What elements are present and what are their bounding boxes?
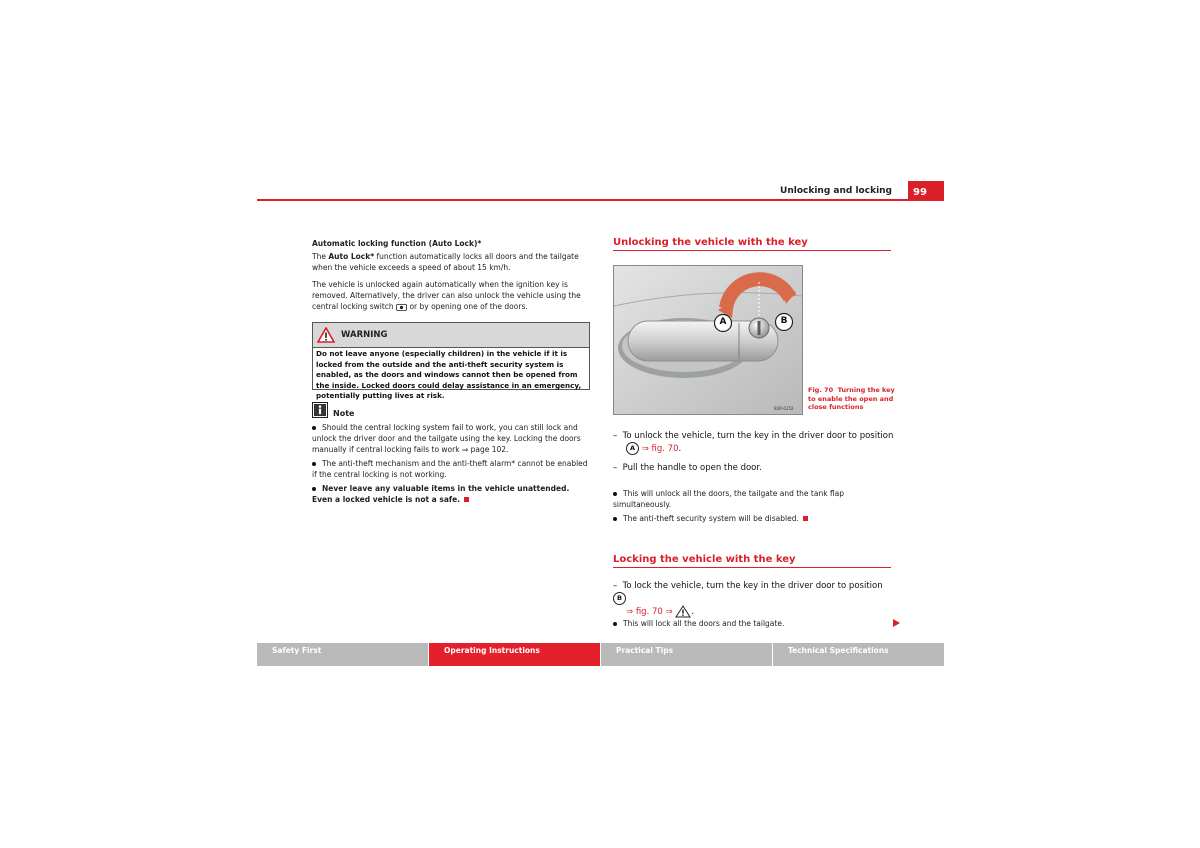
- unlock-step-2-text: Pull the handle to open the door.: [622, 463, 762, 473]
- end-mark: [464, 497, 469, 502]
- note-title: Note: [333, 409, 355, 418]
- note-item-3-text: Never leave any valuable items in the vehicle unattended. Even a locked vehicle is not a safe.: [312, 484, 570, 504]
- autolock-title: Automatic locking function (Auto Lock)*: [312, 239, 482, 248]
- figure-code: B3R-0152: [774, 406, 794, 411]
- unlock-step-1-text: To unlock the vehicle, turn the key in the driver door to position: [622, 431, 894, 441]
- unlock-bullet-2: [613, 513, 888, 524]
- figure-door-handle: [613, 265, 803, 415]
- figure-caption: [808, 386, 898, 412]
- bullet: [613, 622, 617, 626]
- warning-triangle-icon: [317, 327, 335, 343]
- lock-bullet: [613, 618, 888, 629]
- tab-technical-specifications[interactable]: Technical Specifications: [773, 643, 944, 666]
- note-item-1-text: Should the central locking system fail to work, you can still lock and unlock the driver door and the tailgate using the key. Locking the doors manually if central locking fails to work ⇒ page 102.: [312, 423, 581, 454]
- header-rule: [257, 199, 944, 201]
- autolock-text-post: function automatically locks all doors and the tailgate when the vehicle exceeds a speed of about 15 km/h.: [312, 252, 579, 272]
- lock-bullet-text: This will lock all the doors and the tailgate.: [623, 619, 785, 628]
- lock-heading-rule: [613, 567, 891, 568]
- figure-label-b: B: [780, 316, 788, 326]
- figure-label-a: A: [719, 317, 727, 327]
- warning-title: WARNING: [341, 330, 388, 340]
- dash: –: [613, 581, 623, 591]
- note-item-3: [312, 483, 592, 505]
- end-mark: [803, 516, 808, 521]
- bullet: [312, 426, 316, 430]
- lock-heading: Locking the vehicle with the key: [613, 554, 796, 565]
- info-icon: [312, 402, 328, 418]
- bullet: [312, 487, 316, 491]
- bullet: [613, 517, 617, 521]
- autolock-text-pre: The: [312, 252, 329, 261]
- autolock-text-bold: Auto Lock*: [328, 252, 375, 261]
- warning-ref-icon[interactable]: [675, 605, 691, 618]
- unlock-step-2: [613, 462, 898, 474]
- lock-step-1: – To lock the vehicle, turn the key in the driver door to position B ⇒ fig. 70 ⇒ .: [613, 581, 883, 617]
- lock-step-1-text: To lock the vehicle, turn the key in the driver door to position: [622, 581, 883, 591]
- figure-caption-text: Turning the key to enable the open and close functions: [808, 386, 895, 412]
- next-page-arrow-icon[interactable]: [893, 619, 900, 627]
- bullet: [613, 492, 617, 496]
- figure-caption-title: Fig. 70: [808, 386, 834, 394]
- unlock-auto-text-3: or by opening one of the doors.: [409, 302, 528, 311]
- note-item-2-text: The anti-theft mechanism and the anti-theft alarm* cannot be enabled if the central locking is not working.: [312, 459, 588, 479]
- door-handle-illustration: [614, 266, 802, 414]
- tab-safety-first[interactable]: Safety First: [257, 643, 428, 666]
- dash: –: [613, 463, 623, 473]
- warning-header: [313, 323, 589, 348]
- tab-practical-tips[interactable]: Practical Tips: [601, 643, 772, 666]
- fig-70-ref-lock[interactable]: ⇒ fig. 70 ⇒: [626, 607, 673, 617]
- unlock-auto-text: The vehicle is unlocked again automatically when the ignition key is removed. Alternatively, the driver can also unlock the vehicle using the: [312, 280, 581, 300]
- unlock-auto-text-2: central locking switch: [312, 302, 394, 311]
- position-a-badge: A: [626, 442, 639, 455]
- note-item-1: [312, 422, 592, 455]
- unlock-bullet-1-text: This will unlock all the doors, the tailgate and the tank flap simultaneously.: [613, 489, 845, 509]
- page-number: 99: [908, 181, 944, 201]
- fig-70-ref[interactable]: ⇒ fig. 70: [641, 444, 679, 454]
- section-title: Unlocking and locking: [780, 186, 892, 196]
- unlock-bullet-1: [613, 488, 888, 510]
- bullet: [312, 462, 316, 466]
- position-b-badge: B: [613, 592, 626, 605]
- central-lock-switch-icon: [396, 303, 407, 311]
- note-item-2: [312, 458, 592, 480]
- autolock-paragraph: [312, 251, 592, 273]
- unlock-step-1: – To unlock the vehicle, turn the key in the driver door to position A ⇒ fig. 70.: [613, 431, 894, 454]
- unlock-heading-rule: [613, 250, 891, 251]
- unlock-bullet-2-text: The anti-theft security system will be disabled.: [623, 514, 799, 523]
- dash: –: [613, 431, 623, 441]
- unlock-auto-paragraph: [312, 279, 592, 312]
- note-header: [312, 402, 354, 418]
- unlock-heading: Unlocking the vehicle with the key: [613, 237, 808, 248]
- warning-box: [312, 322, 590, 401]
- warning-text: Do not leave anyone (especially children) in the vehicle if it is locked from the outside and the anti-theft security system is enabled, as the doors and windows cannot then be opened from the inside. Locked doors could delay assistance in an emergency, potentially putting lives at risk.: [316, 349, 582, 401]
- tab-operating-instructions[interactable]: Operating Instructions: [429, 643, 600, 666]
